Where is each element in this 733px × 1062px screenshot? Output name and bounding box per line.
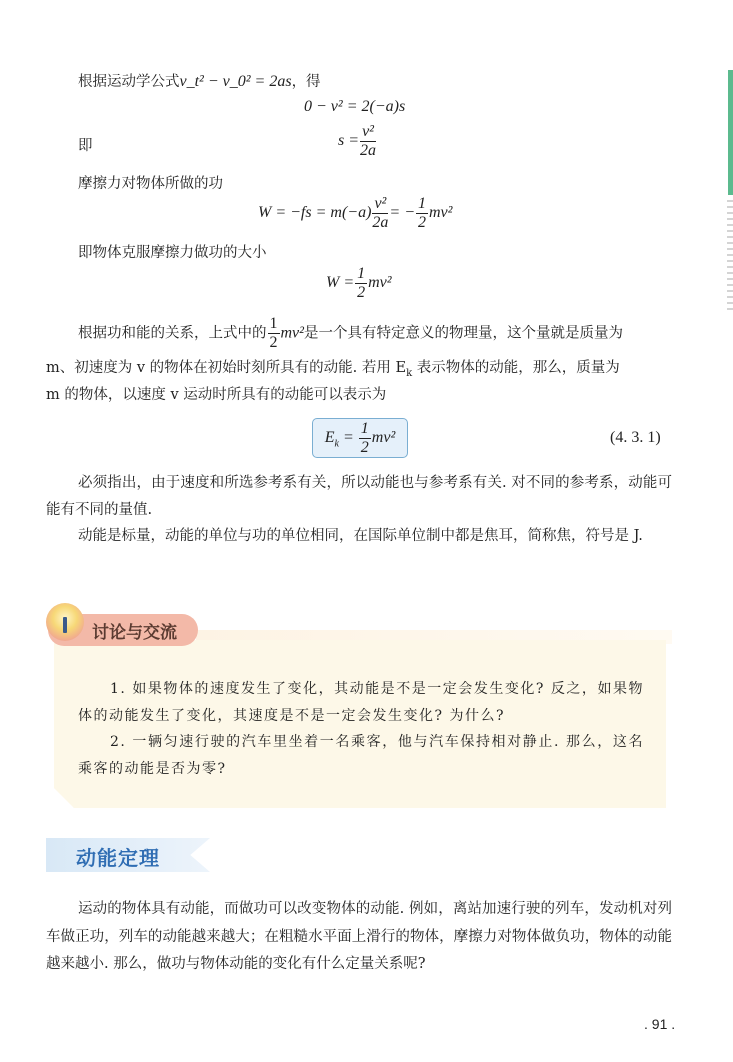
kinematics-formula: v_t² − v_0² = 2as (179, 73, 292, 90)
discussion-title: 讨论与交流 (92, 623, 177, 643)
para1-line1: 根据功和能的关系，上式中的 $\frac{1}{2}$ mv²是一个具有特定意义的物理量，这个量就是质量为 (78, 315, 623, 351)
para1-line2: m、初速度为 v 的物体在初始时刻所具有的动能. 若用 $E_k$ 表示物体的动能，那么，质量为 (46, 360, 620, 379)
para2: 必须指出，由于速度和所选参考系有关，所以动能也与参考系有关. 对不同的参考系，动能可能有不同的量值. (46, 475, 672, 518)
equation-4: W = $\frac{1}{2}$ mv² (326, 265, 392, 301)
kinetic-energy-formula-box: $E_k$ = $\frac{1}{2}$ mv² (312, 418, 408, 458)
overcome-label: 即物体克服摩擦力做功的大小 (78, 245, 267, 261)
chapter-side-label (727, 200, 733, 310)
equation-2: s = $\frac{\text{v²}}{2a}$ (338, 123, 377, 159)
friction-work-label: 摩擦力对物体所做的功 (78, 176, 223, 192)
para3: 动能是标量，动能的单位与功的单位相同，在国际单位制中都是焦耳，简称焦，符号是 J. (78, 528, 643, 544)
page-number: . 91 . (644, 1016, 676, 1032)
para1-line3: m 的物体，以速度 v 运动时所具有的动能可以表示为 (46, 387, 387, 403)
section-title: 动能定理 (76, 846, 160, 870)
equation-3: W = −fs = m(−a) $\frac{\text{v²}}{2a}$ = − $\frac{1}{2}$ mv² (258, 195, 453, 231)
discussion-question-1: 1. 如果物体的速度发生了变化，其动能是不是一定会发生变化? 反之，如果物体的动能发生了变化，其速度是不是一定会发生变化? 为什么? (78, 681, 644, 724)
chapter-tab-marker (728, 70, 733, 195)
equation-number: (4. 3. 1) (610, 429, 661, 446)
kinematics-line: 根据运动学公式v_t² − v_0² = 2as，得 (78, 73, 321, 90)
section-body: 运动的物体具有动能，而做功可以改变物体的动能. 例如，离站加速行驶的列车，发动机对列车做正功，列车的动能越来越大；在粗糙水平面上滑行的物体，摩擦力对物体做负功，物体的动能越来越小. 那么，做功与物体动能的变化有什么定量关系呢? (46, 901, 672, 972)
discussion-question-2: 2. 一辆匀速行驶的汽车里坐着一名乘客，他与汽车保持相对静止. 那么，这名乘客的动能是否为零? (78, 734, 644, 777)
equation-1: 0 − v² = 2(−a)s (304, 98, 406, 115)
ji-label: 即 (78, 138, 93, 154)
lightbulb-icon (46, 603, 84, 641)
